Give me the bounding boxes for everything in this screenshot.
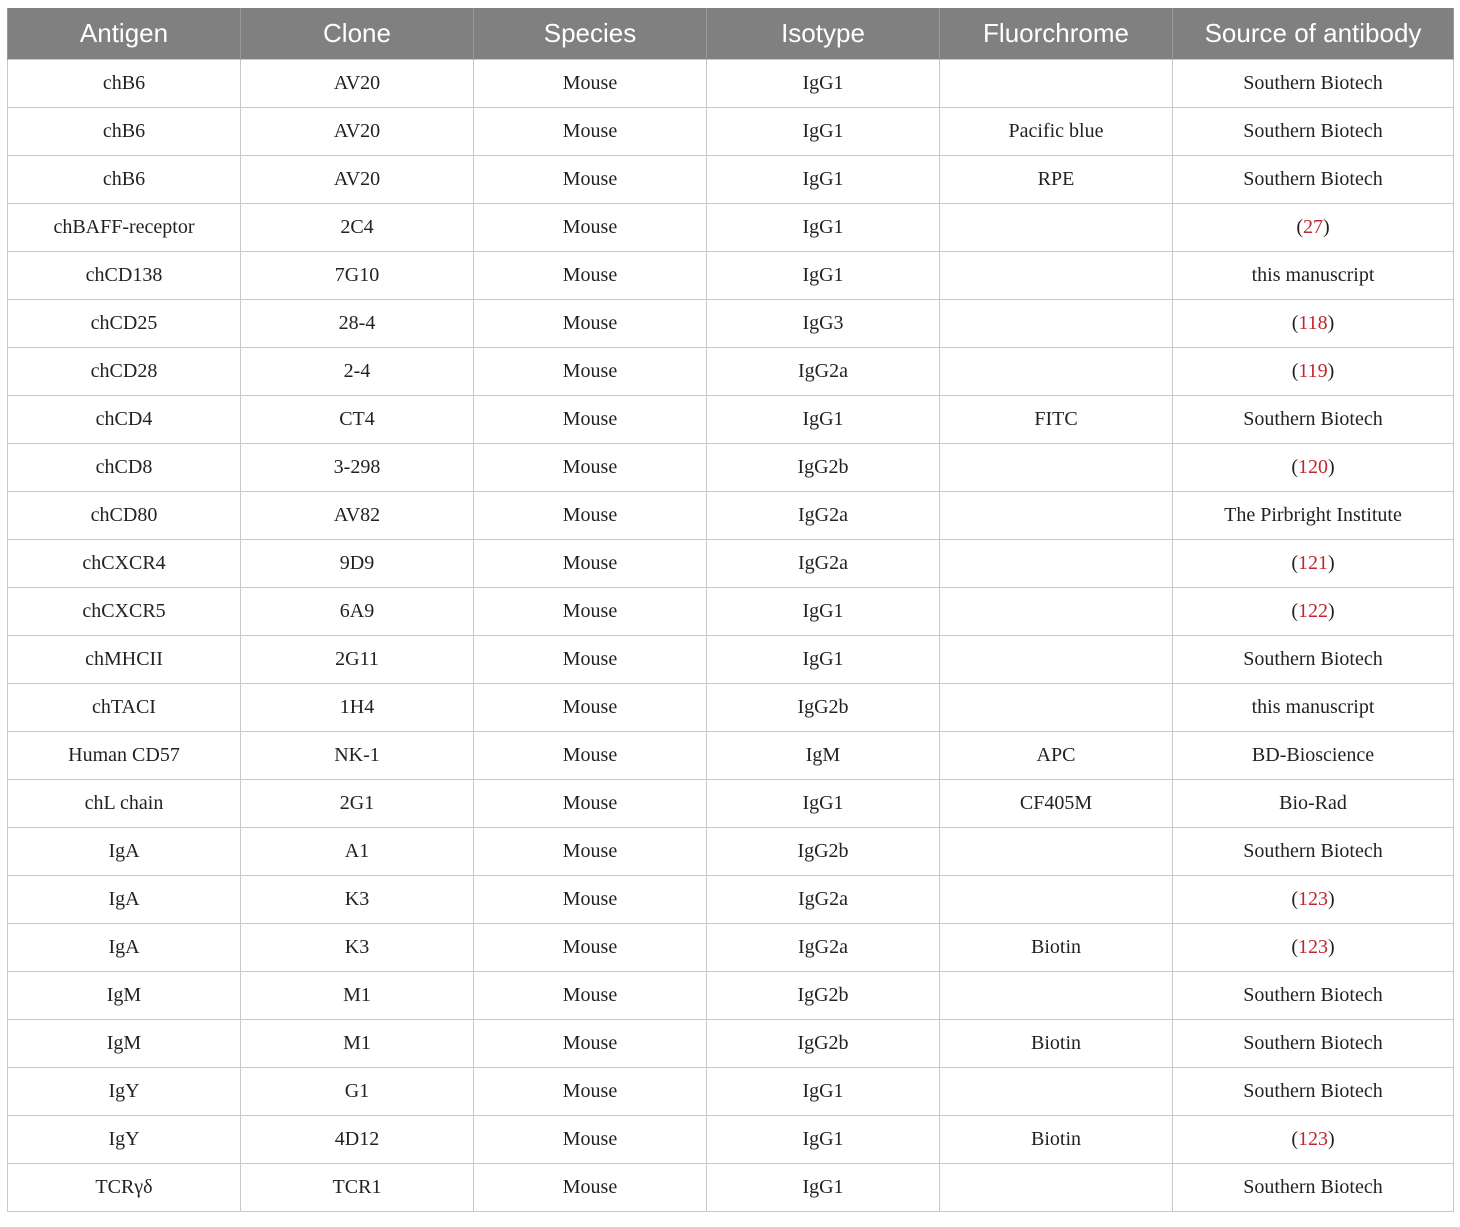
cell-species: Mouse — [474, 60, 707, 108]
cell-source: (27) — [1173, 204, 1454, 252]
cell-antigen: chBAFF-receptor — [8, 204, 241, 252]
header-isotype: Isotype — [707, 8, 940, 60]
cell-clone: AV20 — [241, 60, 474, 108]
cell-source: this manuscript — [1173, 252, 1454, 300]
cell-species: Mouse — [474, 924, 707, 972]
cell-fluorochrome: RPE — [940, 156, 1173, 204]
cell-fluorochrome — [940, 1164, 1173, 1212]
cell-fluorochrome — [940, 828, 1173, 876]
table-row — [8, 1020, 1454, 1068]
cell-antigen: chCD8 — [8, 444, 241, 492]
cell-antigen: chCD28 — [8, 348, 241, 396]
cell-species: Mouse — [474, 588, 707, 636]
cell-fluorochrome — [940, 348, 1173, 396]
cell-fluorochrome: Biotin — [940, 1020, 1173, 1068]
cell-isotype: IgG1 — [707, 1164, 940, 1212]
cell-fluorochrome — [940, 60, 1173, 108]
cell-species: Mouse — [474, 1068, 707, 1116]
reference-link[interactable]: 121 — [1298, 552, 1328, 574]
cell-species: Mouse — [474, 1164, 707, 1212]
table-row — [8, 828, 1454, 876]
cell-fluorochrome — [940, 588, 1173, 636]
table-row — [8, 396, 1454, 444]
table-row — [8, 1116, 1454, 1164]
table-row — [8, 348, 1454, 396]
header-fluorochrome: Fluorchrome — [940, 8, 1173, 60]
cell-clone: M1 — [241, 972, 474, 1020]
cell-source: The Pirbright Institute — [1173, 492, 1454, 540]
table-row — [8, 252, 1454, 300]
cell-antigen: IgM — [8, 1020, 241, 1068]
cell-source: Southern Biotech — [1173, 972, 1454, 1020]
header-clone: Clone — [241, 8, 474, 60]
table-row — [8, 540, 1454, 588]
cell-fluorochrome — [940, 492, 1173, 540]
cell-clone: K3 — [241, 924, 474, 972]
cell-source: BD-Bioscience — [1173, 732, 1454, 780]
cell-antigen: IgY — [8, 1068, 241, 1116]
cell-clone: 2G11 — [241, 636, 474, 684]
cell-isotype: IgG1 — [707, 252, 940, 300]
cell-species: Mouse — [474, 108, 707, 156]
cell-clone: 1H4 — [241, 684, 474, 732]
cell-isotype: IgG2a — [707, 540, 940, 588]
cell-species: Mouse — [474, 1020, 707, 1068]
cell-fluorochrome — [940, 300, 1173, 348]
cell-isotype: IgG1 — [707, 1116, 940, 1164]
cell-clone: AV20 — [241, 156, 474, 204]
cell-fluorochrome — [940, 876, 1173, 924]
cell-source: Southern Biotech — [1173, 636, 1454, 684]
cell-fluorochrome — [940, 972, 1173, 1020]
cell-antigen: chB6 — [8, 108, 241, 156]
cell-isotype: IgG3 — [707, 300, 940, 348]
cell-fluorochrome — [940, 684, 1173, 732]
cell-source: (119) — [1173, 348, 1454, 396]
cell-fluorochrome — [940, 444, 1173, 492]
cell-clone: 4D12 — [241, 1116, 474, 1164]
cell-clone: K3 — [241, 876, 474, 924]
cell-species: Mouse — [474, 204, 707, 252]
cell-clone: 9D9 — [241, 540, 474, 588]
cell-species: Mouse — [474, 876, 707, 924]
cell-source: (123) — [1173, 1116, 1454, 1164]
header-source: Source of antibody — [1173, 8, 1454, 60]
cell-fluorochrome: Biotin — [940, 1116, 1173, 1164]
reference-link[interactable]: 122 — [1298, 600, 1328, 622]
header-species: Species — [474, 8, 707, 60]
table-row — [8, 636, 1454, 684]
cell-isotype: IgG2b — [707, 684, 940, 732]
header-antigen: Antigen — [8, 8, 241, 60]
antibody-table — [7, 8, 1454, 1212]
table-row — [8, 444, 1454, 492]
cell-isotype: IgG2a — [707, 876, 940, 924]
cell-fluorochrome: APC — [940, 732, 1173, 780]
cell-species: Mouse — [474, 636, 707, 684]
cell-species: Mouse — [474, 540, 707, 588]
cell-source: Southern Biotech — [1173, 156, 1454, 204]
table-row — [8, 588, 1454, 636]
cell-source: Southern Biotech — [1173, 60, 1454, 108]
cell-antigen: IgM — [8, 972, 241, 1020]
reference-link[interactable]: 123 — [1298, 936, 1328, 958]
table-row — [8, 108, 1454, 156]
table-header — [8, 8, 1454, 60]
cell-species: Mouse — [474, 396, 707, 444]
cell-source: Southern Biotech — [1173, 1020, 1454, 1068]
cell-isotype: IgG1 — [707, 636, 940, 684]
cell-clone: 28-4 — [241, 300, 474, 348]
cell-clone: 3-298 — [241, 444, 474, 492]
reference-link[interactable]: 27 — [1303, 216, 1323, 238]
cell-species: Mouse — [474, 684, 707, 732]
cell-fluorochrome — [940, 1068, 1173, 1116]
cell-fluorochrome — [940, 540, 1173, 588]
cell-clone: 6A9 — [241, 588, 474, 636]
cell-species: Mouse — [474, 828, 707, 876]
cell-isotype: IgG2b — [707, 444, 940, 492]
table-row — [8, 684, 1454, 732]
cell-species: Mouse — [474, 252, 707, 300]
cell-isotype: IgM — [707, 732, 940, 780]
cell-isotype: IgG2a — [707, 924, 940, 972]
cell-species: Mouse — [474, 972, 707, 1020]
cell-fluorochrome: Biotin — [940, 924, 1173, 972]
cell-species: Mouse — [474, 732, 707, 780]
cell-antigen: IgA — [8, 876, 241, 924]
table-row — [8, 780, 1454, 828]
cell-antigen: chCD138 — [8, 252, 241, 300]
cell-antigen: IgA — [8, 924, 241, 972]
cell-source: (120) — [1173, 444, 1454, 492]
cell-antigen: TCRγδ — [8, 1164, 241, 1212]
cell-source: (121) — [1173, 540, 1454, 588]
cell-isotype: IgG2a — [707, 348, 940, 396]
cell-antigen: IgA — [8, 828, 241, 876]
cell-source: (123) — [1173, 876, 1454, 924]
cell-isotype: IgG1 — [707, 108, 940, 156]
cell-clone: CT4 — [241, 396, 474, 444]
reference-link[interactable]: 120 — [1298, 456, 1328, 478]
cell-antigen: chB6 — [8, 156, 241, 204]
cell-isotype: IgG1 — [707, 396, 940, 444]
cell-isotype: IgG2a — [707, 492, 940, 540]
table-row — [8, 924, 1454, 972]
cell-isotype: IgG2b — [707, 1020, 940, 1068]
cell-clone: NK-1 — [241, 732, 474, 780]
cell-species: Mouse — [474, 1116, 707, 1164]
cell-source: (118) — [1173, 300, 1454, 348]
cell-species: Mouse — [474, 300, 707, 348]
cell-species: Mouse — [474, 444, 707, 492]
reference-link[interactable]: 118 — [1298, 312, 1328, 334]
table-row — [8, 732, 1454, 780]
cell-clone: G1 — [241, 1068, 474, 1116]
cell-isotype: IgG1 — [707, 588, 940, 636]
cell-antigen: chCXCR5 — [8, 588, 241, 636]
table-row — [8, 156, 1454, 204]
cell-antigen: chL chain — [8, 780, 241, 828]
cell-antigen: chCD4 — [8, 396, 241, 444]
cell-fluorochrome: Pacific blue — [940, 108, 1173, 156]
cell-clone: 2C4 — [241, 204, 474, 252]
cell-antigen: Human CD57 — [8, 732, 241, 780]
cell-clone: 2G1 — [241, 780, 474, 828]
cell-isotype: IgG1 — [707, 60, 940, 108]
cell-fluorochrome — [940, 252, 1173, 300]
table-row — [8, 492, 1454, 540]
cell-clone: 7G10 — [241, 252, 474, 300]
cell-source: Southern Biotech — [1173, 108, 1454, 156]
cell-species: Mouse — [474, 492, 707, 540]
cell-antigen: IgY — [8, 1116, 241, 1164]
cell-fluorochrome — [940, 636, 1173, 684]
cell-source: (122) — [1173, 588, 1454, 636]
table-row — [8, 204, 1454, 252]
cell-fluorochrome: CF405M — [940, 780, 1173, 828]
cell-source: Southern Biotech — [1173, 828, 1454, 876]
cell-clone: 2-4 — [241, 348, 474, 396]
cell-clone: A1 — [241, 828, 474, 876]
cell-isotype: IgG1 — [707, 780, 940, 828]
cell-isotype: IgG2b — [707, 828, 940, 876]
table-row — [8, 876, 1454, 924]
cell-source: Bio-Rad — [1173, 780, 1454, 828]
cell-clone: AV82 — [241, 492, 474, 540]
cell-source: Southern Biotech — [1173, 1164, 1454, 1212]
cell-species: Mouse — [474, 348, 707, 396]
cell-species: Mouse — [474, 780, 707, 828]
cell-source: Southern Biotech — [1173, 1068, 1454, 1116]
table-body — [8, 60, 1454, 1212]
cell-antigen: chCXCR4 — [8, 540, 241, 588]
cell-fluorochrome: FITC — [940, 396, 1173, 444]
cell-antigen: chTACI — [8, 684, 241, 732]
table-row — [8, 60, 1454, 108]
cell-antigen: chCD25 — [8, 300, 241, 348]
reference-link[interactable]: 119 — [1298, 360, 1328, 382]
header-row — [8, 8, 1454, 60]
table-row — [8, 1068, 1454, 1116]
reference-link[interactable]: 123 — [1298, 1128, 1328, 1150]
cell-fluorochrome — [940, 204, 1173, 252]
cell-isotype: IgG1 — [707, 156, 940, 204]
cell-antigen: chCD80 — [8, 492, 241, 540]
cell-isotype: IgG1 — [707, 204, 940, 252]
cell-clone: TCR1 — [241, 1164, 474, 1212]
table-row — [8, 300, 1454, 348]
cell-clone: AV20 — [241, 108, 474, 156]
cell-antigen: chMHCII — [8, 636, 241, 684]
cell-source: (123) — [1173, 924, 1454, 972]
cell-source: this manuscript — [1173, 684, 1454, 732]
antibody-table-container — [7, 8, 1453, 1212]
cell-clone: M1 — [241, 1020, 474, 1068]
cell-source: Southern Biotech — [1173, 396, 1454, 444]
cell-antigen: chB6 — [8, 60, 241, 108]
cell-isotype: IgG1 — [707, 1068, 940, 1116]
table-row — [8, 1164, 1454, 1212]
table-row — [8, 972, 1454, 1020]
reference-link[interactable]: 123 — [1298, 888, 1328, 910]
cell-species: Mouse — [474, 156, 707, 204]
cell-isotype: IgG2b — [707, 972, 940, 1020]
